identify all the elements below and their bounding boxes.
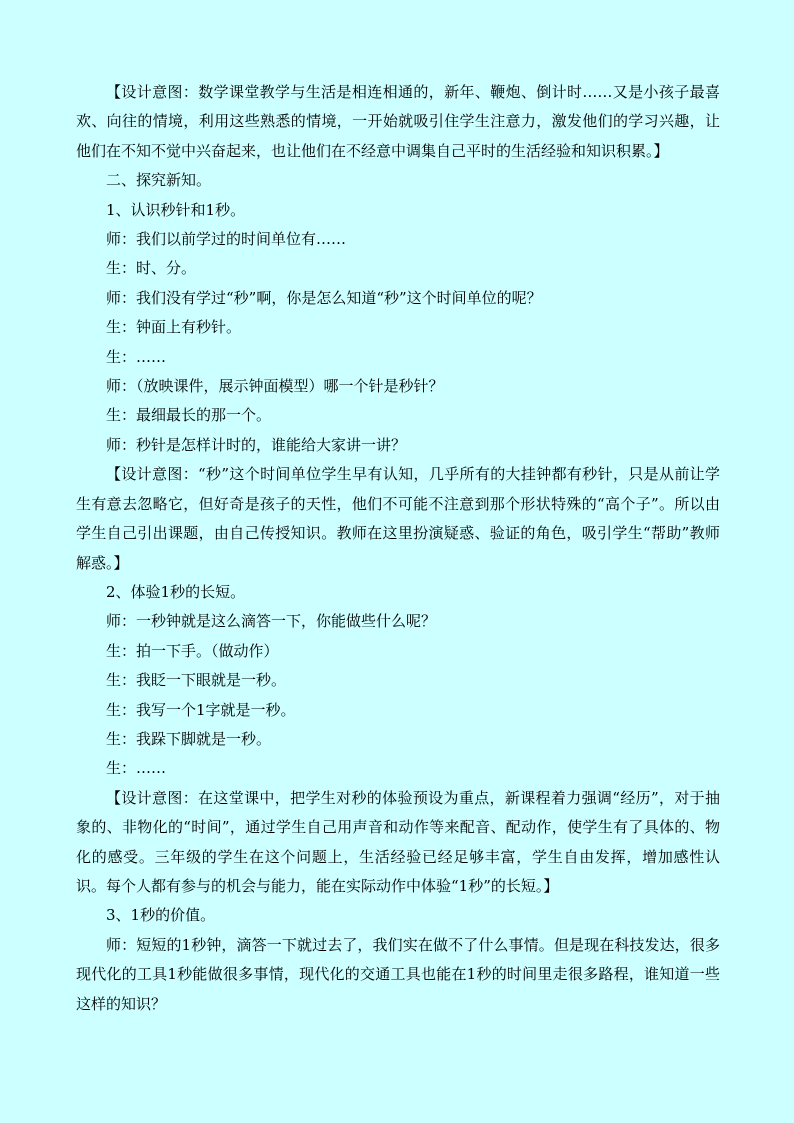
section-heading: 二、探究新知。 bbox=[106, 171, 212, 190]
dialogue-line: 生：钟面上有秒针。 bbox=[106, 318, 242, 337]
dialogue-line: 生：最细最长的那一个。 bbox=[106, 406, 272, 425]
dialogue-line: 师：秒针是怎样计时的，谁能给大家讲一讲？ bbox=[106, 435, 407, 454]
dialogue-line: 生：…… bbox=[106, 347, 167, 366]
dialogue-line: 生：时、分。 bbox=[106, 259, 197, 278]
dialogue-line: 生：我跺下脚就是一秒。 bbox=[106, 729, 272, 748]
subsection-heading: 3、1秒的价值。 bbox=[106, 906, 216, 925]
dialogue-line: 生：…… bbox=[106, 759, 167, 778]
subsection-heading: 1、认识秒针和1秒。 bbox=[106, 200, 246, 219]
dialogue-line: 生：我写一个1字就是一秒。 bbox=[106, 700, 296, 719]
dialogue-line: 师：我们没有学过“秒”啊，你是怎么知道“秒”这个时间单位的呢？ bbox=[106, 288, 542, 307]
dialogue-line: 师：一秒钟就是这么滴答一下，你能做些什么呢？ bbox=[106, 612, 437, 631]
dialogue-line: 生：我眨一下眼就是一秒。 bbox=[106, 671, 287, 690]
design-intent-paragraph: 【设计意图：在这堂课中，把学生对秒的体验预设为重点，新课程着力强调“经历”，对于抽象的、非物化的“时间”，通过学生自己用声音和动作等来配音、配动作，使学生有了具体的、物化的感受。三年级的学生在这个问题上，生活经验已经足够丰富，学生自由发挥，增加感性认识。每个人都有参与的机会与能力，能在实际动作中体验“1秒”的长短。】 bbox=[76, 788, 720, 895]
dialogue-line: 师：我们以前学过的时间单位有…… bbox=[106, 230, 347, 249]
design-intent-paragraph: 【设计意图：“秒”这个时间单位学生早有认知，几乎所有的大挂钟都有秒针，只是从前让学生有意去忽略它，但好奇是孩子的天性，他们不可能不注意到那个形状特殊的“高个子”。所以由学生自己引出课题，由自己传授知识。教师在这里扮演疑惑、验证的角色，吸引学生“帮助”教师解惑。】 bbox=[76, 465, 720, 572]
dialogue-line: 师：（放映课件，展示钟面模型）哪一个针是秒针？ bbox=[106, 377, 444, 396]
document-body bbox=[76, 78, 720, 1019]
design-intent-paragraph: 【设计意图：数学课堂教学与生活是相连相通的，新年、鞭炮、倒计时……又是小孩子最喜欢、向往的情境，利用这些熟悉的情境，一开始就吸引住学生注意力，激发他们的学习兴趣，让他们在不知不觉中兴奋起来，也让他们在不经意中调集自己平时的生活经验和知识积累。】 bbox=[76, 83, 720, 160]
dialogue-line: 生：拍一下手。（做动作） bbox=[106, 641, 279, 660]
dialogue-line: 师：短短的1秒钟，滴答一下就过去了，我们实在做不了什么事情。但是现在科技发达，很多现代化的工具1秒能做很多事情，现代化的交通工具也能在1秒的时间里走很多路程，谁知道一些这样的知识？ bbox=[76, 935, 720, 1013]
subsection-heading: 2、体验1秒的长短。 bbox=[106, 582, 246, 601]
